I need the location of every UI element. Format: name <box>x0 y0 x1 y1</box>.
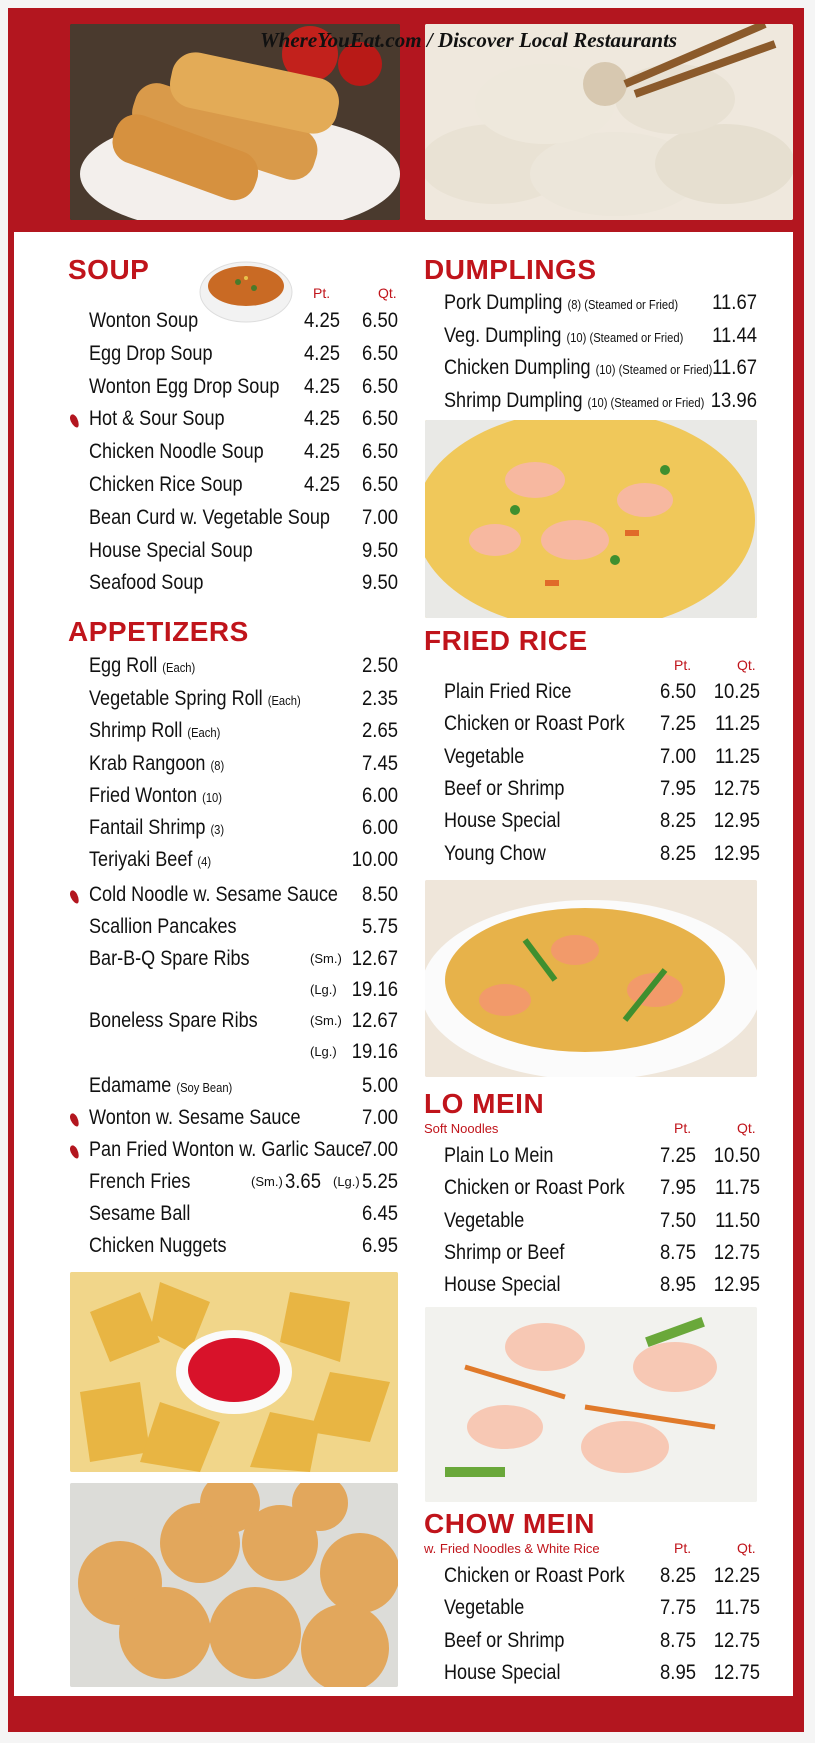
chow_mein-row <box>444 1629 760 1659</box>
lo_mein-item-pt: 8.75 <box>660 1240 696 1264</box>
appetizer-row <box>89 947 398 977</box>
appetizer-item-name <box>89 752 224 776</box>
chow_mein-item-pt: 8.95 <box>660 1660 696 1684</box>
appetizer-row <box>89 1138 398 1168</box>
soup-item-name: Seafood Soup <box>89 571 204 595</box>
dumpling-note: (10) (Steamed or Fried) <box>595 362 713 377</box>
lo_mein-row <box>444 1241 760 1271</box>
dumpling-item-price: 11.67 <box>712 356 757 379</box>
appetizer-note: (8) <box>210 758 225 773</box>
appetizer-note: (Each) <box>187 725 221 740</box>
lo_mein-item-qt: 11.50 <box>715 1208 760 1232</box>
fried_rice-item-qt: 11.25 <box>715 744 760 768</box>
dumpling-name-text: Veg. Dumpling <box>444 323 562 347</box>
fried_rice-item-pt: 6.50 <box>660 680 696 703</box>
fried_rice-item-qt: 12.95 <box>713 841 760 865</box>
lo_mein-row <box>444 1273 760 1303</box>
chow_mein-item-qt: 12.25 <box>713 1564 760 1587</box>
appetizer-item-name <box>89 719 220 743</box>
appetizer-row <box>89 1234 398 1264</box>
chow_mein-item-name: Chicken or Roast Pork <box>444 1564 625 1587</box>
fried_rice-row <box>444 777 760 807</box>
appetizer-row <box>89 1202 398 1232</box>
appetizer-row <box>89 978 398 1008</box>
soup-item-qt: 9.50 <box>362 571 398 595</box>
appetizer-row <box>89 915 398 945</box>
appetizer-item-price: 2.65 <box>362 719 398 742</box>
soup-item-pt: 4.25 <box>304 473 340 496</box>
appetizer-item-price: 10.00 <box>351 848 398 871</box>
appetizer-name-text: Krab Rangoon <box>89 752 206 775</box>
fried_rice-item-qt: 11.25 <box>715 712 760 736</box>
appetizer-item-name <box>89 1106 300 1130</box>
appetizer-item-name <box>89 687 301 711</box>
lo_mein-item-name: Chicken or Roast Pork <box>444 1176 625 1200</box>
soup-item-name: Chicken Rice Soup <box>89 473 243 496</box>
appetizer-name-text: Shrimp Roll <box>89 719 183 742</box>
appetizer-note: (Each) <box>162 660 196 675</box>
dumpling-name-text: Shrimp Dumpling <box>444 388 583 412</box>
appetizer-item-price: 2.35 <box>362 687 398 710</box>
chow_mein-item-qt: 12.75 <box>713 1660 760 1684</box>
soup-row <box>89 342 398 372</box>
soup-item-qt: 6.50 <box>362 309 398 332</box>
appetizer-item-name <box>89 883 338 907</box>
fried-rice-qt-header: Qt. <box>737 657 756 673</box>
fried_rice-item-qt: 12.95 <box>713 809 760 833</box>
soup-item-name: Wonton Egg Drop Soup <box>89 374 280 398</box>
watermark: WhereYouEat.com / Discover Local Restaurants <box>260 28 678 52</box>
appetizer-item-price: 19.16 <box>351 1040 398 1063</box>
chow_mein-item-pt: 8.25 <box>660 1564 696 1587</box>
soup-row <box>89 473 398 503</box>
appetizer-name-text: Wonton w. Sesame Sauce <box>89 1106 301 1129</box>
dumpling-name-text: Chicken Dumpling <box>444 356 591 379</box>
appetizer-name-text: Chicken Nuggets <box>89 1234 227 1257</box>
lo_mein-item-name: House Special <box>444 1273 561 1297</box>
appetizer-row <box>89 848 398 878</box>
soup-item-name: Chicken Noodle Soup <box>89 440 264 464</box>
soup-row <box>89 375 398 405</box>
appetizer-item-name <box>89 915 237 939</box>
soup-item-qt: 7.00 <box>362 505 398 529</box>
chow_mein-item-qt: 11.75 <box>715 1596 760 1620</box>
fried_rice-item-name: Plain Fried Rice <box>444 680 572 703</box>
soup-item-pt: 4.25 <box>304 309 340 332</box>
lo_mein-row <box>444 1209 760 1239</box>
fried_rice-item-name: House Special <box>444 809 561 833</box>
appetizer-row <box>89 1009 398 1039</box>
appetizer-item-price: 7.45 <box>362 752 398 775</box>
dumpling-item-name <box>444 324 683 348</box>
appetizer-size: (Sm.) <box>310 1013 342 1028</box>
fried_rice-item-name: Beef or Shrimp <box>444 776 565 800</box>
soup-item-qt: 9.50 <box>362 538 398 562</box>
appetizer-item-name <box>89 654 195 678</box>
appetizer-item-price: 6.95 <box>362 1234 398 1257</box>
dumpling-item-price: 11.44 <box>712 323 757 347</box>
fried_rice-row <box>444 680 760 710</box>
appetizer-row <box>89 752 398 782</box>
soup-pt-header: Pt. <box>313 285 331 301</box>
chow_mein-item-name: Beef or Shrimp <box>444 1628 565 1652</box>
lo_mein-item-qt: 11.75 <box>715 1176 760 1200</box>
appetizer-name-text: French Fries <box>89 1170 191 1193</box>
chow_mein-item-pt: 8.75 <box>660 1628 696 1652</box>
dumpling-note: (10) (Steamed or Fried) <box>587 394 705 410</box>
soup-row <box>89 571 398 601</box>
soup-item-qt: 6.50 <box>362 440 398 464</box>
appetizer-name-text: Boneless Spare Ribs <box>89 1009 258 1032</box>
lo_mein-item-name: Vegetable <box>444 1208 525 1232</box>
appetizer-name-text: Scallion Pancakes <box>89 915 237 938</box>
fried_rice-row <box>444 842 760 872</box>
dumpling-note: (10) (Steamed or Fried) <box>566 329 684 345</box>
fried_rice-item-name: Young Chow <box>444 841 546 865</box>
soup-item-pt: 4.25 <box>304 440 340 464</box>
chow-mein-title: CHOW MEIN <box>424 1508 595 1539</box>
appetizer-item-name <box>89 1170 190 1194</box>
appetizer-name-text: Cold Noodle w. Sesame Sauce <box>89 883 338 906</box>
soup-item-qt: 6.50 <box>362 407 398 431</box>
appetizer-note: (Each) <box>267 693 301 708</box>
soup-item-pt: 4.25 <box>304 374 340 398</box>
dumpling-row <box>444 291 757 321</box>
lo_mein-item-pt: 8.95 <box>660 1273 696 1297</box>
lo_mein-item-pt: 7.95 <box>660 1176 696 1200</box>
lo_mein-row <box>444 1176 760 1206</box>
appetizer-note: (3) <box>210 822 225 837</box>
appetizer-size: (Sm.) <box>310 951 342 966</box>
appetizer-name-text: Sesame Ball <box>89 1202 191 1225</box>
sesame-ball-photo <box>70 1483 398 1687</box>
appetizer-item-price: 19.16 <box>351 978 398 1001</box>
chow_mein-row <box>444 1661 760 1691</box>
appetizer-item-name <box>89 1138 365 1162</box>
soup-item-name: Hot & Sour Soup <box>89 407 225 431</box>
dumpling-row <box>444 356 757 386</box>
lo-mein-photo <box>425 880 757 1077</box>
appetizer-row <box>89 1040 398 1070</box>
appetizers-title: APPETIZERS <box>68 616 249 647</box>
appetizer-item-name <box>89 1234 227 1258</box>
appetizer-item-name <box>89 1009 258 1033</box>
appetizer-name-text: Fantail Shrimp <box>89 816 206 839</box>
lo-mein-qt-header: Qt. <box>737 1120 756 1136</box>
lo-mein-subtitle: Soft Noodles <box>424 1121 499 1136</box>
appetizer-name-text: Pan Fried Wonton w. Garlic Sauce <box>89 1138 365 1161</box>
appetizer-size: (Lg.) <box>310 1044 337 1059</box>
lo_mein-item-qt: 12.95 <box>713 1273 760 1297</box>
appetizer-item-price: 5.00 <box>362 1074 398 1097</box>
dumpling-item-price: 13.96 <box>710 388 757 412</box>
soup-row <box>89 506 398 536</box>
lo_mein-item-name: Shrimp or Beef <box>444 1240 565 1264</box>
lo_mein-row <box>444 1144 760 1174</box>
soup-item-name: Bean Curd w. Vegetable Soup <box>89 505 330 529</box>
dumpling-note: (8) (Steamed or Fried) <box>567 297 679 312</box>
appetizer-row <box>89 654 398 684</box>
appetizer-item-price: 2.50 <box>362 654 398 677</box>
chow-mein-subtitle: w. Fried Noodles & White Rice <box>424 1541 600 1556</box>
fried_rice-item-name: Vegetable <box>444 744 525 768</box>
fried-rice-pt-header: Pt. <box>674 657 692 673</box>
lo_mein-item-qt: 12.75 <box>713 1240 760 1264</box>
fried_rice-item-name: Chicken or Roast Pork <box>444 712 625 736</box>
chow_mein-item-qt: 12.75 <box>713 1628 760 1652</box>
appetizer-item-price: 12.67 <box>351 947 398 970</box>
fried_rice-row <box>444 745 760 775</box>
chow_mein-item-pt: 7.75 <box>660 1596 696 1620</box>
soup-qt-header: Qt. <box>378 285 397 301</box>
dumpling-photo <box>425 24 793 220</box>
dumpling-item-name <box>444 389 704 413</box>
fried_rice-row <box>444 809 760 839</box>
fried_rice-item-qt: 10.25 <box>713 680 760 703</box>
appetizer-item-price: 6.45 <box>362 1202 398 1225</box>
appetizer-row <box>89 1170 398 1200</box>
appetizer-item-price: 12.67 <box>351 1009 398 1032</box>
soup-item-name: House Special Soup <box>89 538 253 562</box>
soup-row <box>89 407 398 437</box>
dumpling-row <box>444 389 757 419</box>
fried_rice-item-pt: 7.00 <box>660 744 696 768</box>
lo_mein-item-pt: 7.25 <box>660 1144 696 1167</box>
appetizer-row <box>89 687 398 717</box>
appetizer-sm-price: 3.65 <box>285 1170 321 1193</box>
chow_mein-row <box>444 1596 760 1626</box>
appetizer-item-price: 5.75 <box>362 915 398 938</box>
dumpling-row <box>444 324 757 354</box>
soup-item-qt: 6.50 <box>362 374 398 398</box>
appetizer-name-text: Vegetable Spring Roll <box>89 687 263 710</box>
egg-roll-photo <box>70 24 400 220</box>
appetizer-row <box>89 1074 398 1104</box>
chow_mein-row <box>444 1564 760 1594</box>
appetizer-item-price: 7.00 <box>362 1138 398 1161</box>
soup-row <box>89 440 398 470</box>
appetizer-item-price: 6.00 <box>362 784 398 807</box>
dumpling-name-text: Pork Dumpling <box>444 291 563 314</box>
appetizer-note: (4) <box>197 854 212 869</box>
appetizer-item-name <box>89 1074 232 1098</box>
appetizer-note: (Soy Bean) <box>176 1080 233 1095</box>
fried_rice-item-pt: 8.25 <box>660 809 696 833</box>
appetizer-item-price: 7.00 <box>362 1106 398 1129</box>
appetizer-item-name <box>89 1202 190 1226</box>
dumpling-item-price: 11.67 <box>712 291 757 314</box>
appetizer-item-price: 5.25 <box>362 1170 398 1193</box>
appetizer-row <box>89 816 398 846</box>
appetizer-name-text: Fried Wonton <box>89 784 198 807</box>
chow-mein-qt-header: Qt. <box>737 1540 756 1556</box>
lo-mein-title: LO MEIN <box>424 1088 545 1119</box>
appetizer-row <box>89 1106 398 1136</box>
fried-rice-title: FRIED RICE <box>424 625 588 656</box>
fried_rice-row <box>444 712 760 742</box>
chow-mein-pt-header: Pt. <box>674 1540 692 1556</box>
appetizer-size-lg: (Lg.) <box>333 1174 360 1189</box>
soup-item-pt: 4.25 <box>304 407 340 431</box>
appetizer-note: (10) <box>202 790 222 805</box>
appetizer-size: (Lg.) <box>310 982 337 997</box>
soup-title: SOUP <box>68 254 150 285</box>
appetizer-name-text: Bar-B-Q Spare Ribs <box>89 947 250 970</box>
appetizer-item-name <box>89 784 222 808</box>
appetizer-item-price: 8.50 <box>362 883 398 906</box>
appetizer-row <box>89 883 398 913</box>
lo-mein-pt-header: Pt. <box>674 1120 692 1136</box>
appetizer-item-name <box>89 816 224 840</box>
appetizer-item-name <box>89 947 250 971</box>
soup-row <box>89 539 398 569</box>
appetizer-item-price: 6.00 <box>362 816 398 839</box>
fried_rice-item-pt: 8.25 <box>660 841 696 865</box>
chow_mein-item-name: House Special <box>444 1660 561 1684</box>
appetizer-name-text: Teriyaki Beef <box>89 848 193 871</box>
fried-wonton-photo <box>70 1272 398 1472</box>
appetizer-row <box>89 719 398 749</box>
fried_rice-item-pt: 7.95 <box>660 776 696 800</box>
soup-item-name: Egg Drop Soup <box>89 341 213 365</box>
appetizer-item-name <box>89 848 211 872</box>
dumpling-item-name <box>444 356 712 380</box>
appetizer-name-text: Egg Roll <box>89 654 158 677</box>
soup-row <box>89 309 398 339</box>
lo_mein-item-qt: 10.50 <box>713 1144 760 1167</box>
dumpling-item-name <box>444 291 678 315</box>
soup-item-name: Wonton Soup <box>89 309 199 332</box>
dumplings-title: DUMPLINGS <box>424 254 597 285</box>
appetizer-size-sm: (Sm.) <box>251 1174 283 1189</box>
fried_rice-item-pt: 7.25 <box>660 712 696 736</box>
soup-item-pt: 4.25 <box>304 341 340 365</box>
chow-mein-photo <box>425 1307 757 1502</box>
fried-rice-photo <box>425 420 757 618</box>
chow_mein-item-name: Vegetable <box>444 1596 525 1620</box>
appetizer-row <box>89 784 398 814</box>
soup-item-qt: 6.50 <box>362 341 398 365</box>
lo_mein-item-name: Plain Lo Mein <box>444 1144 554 1167</box>
soup-item-qt: 6.50 <box>362 473 398 496</box>
appetizer-name-text: Edamame <box>89 1074 172 1097</box>
lo_mein-item-pt: 7.50 <box>660 1208 696 1232</box>
fried_rice-item-qt: 12.75 <box>713 776 760 800</box>
